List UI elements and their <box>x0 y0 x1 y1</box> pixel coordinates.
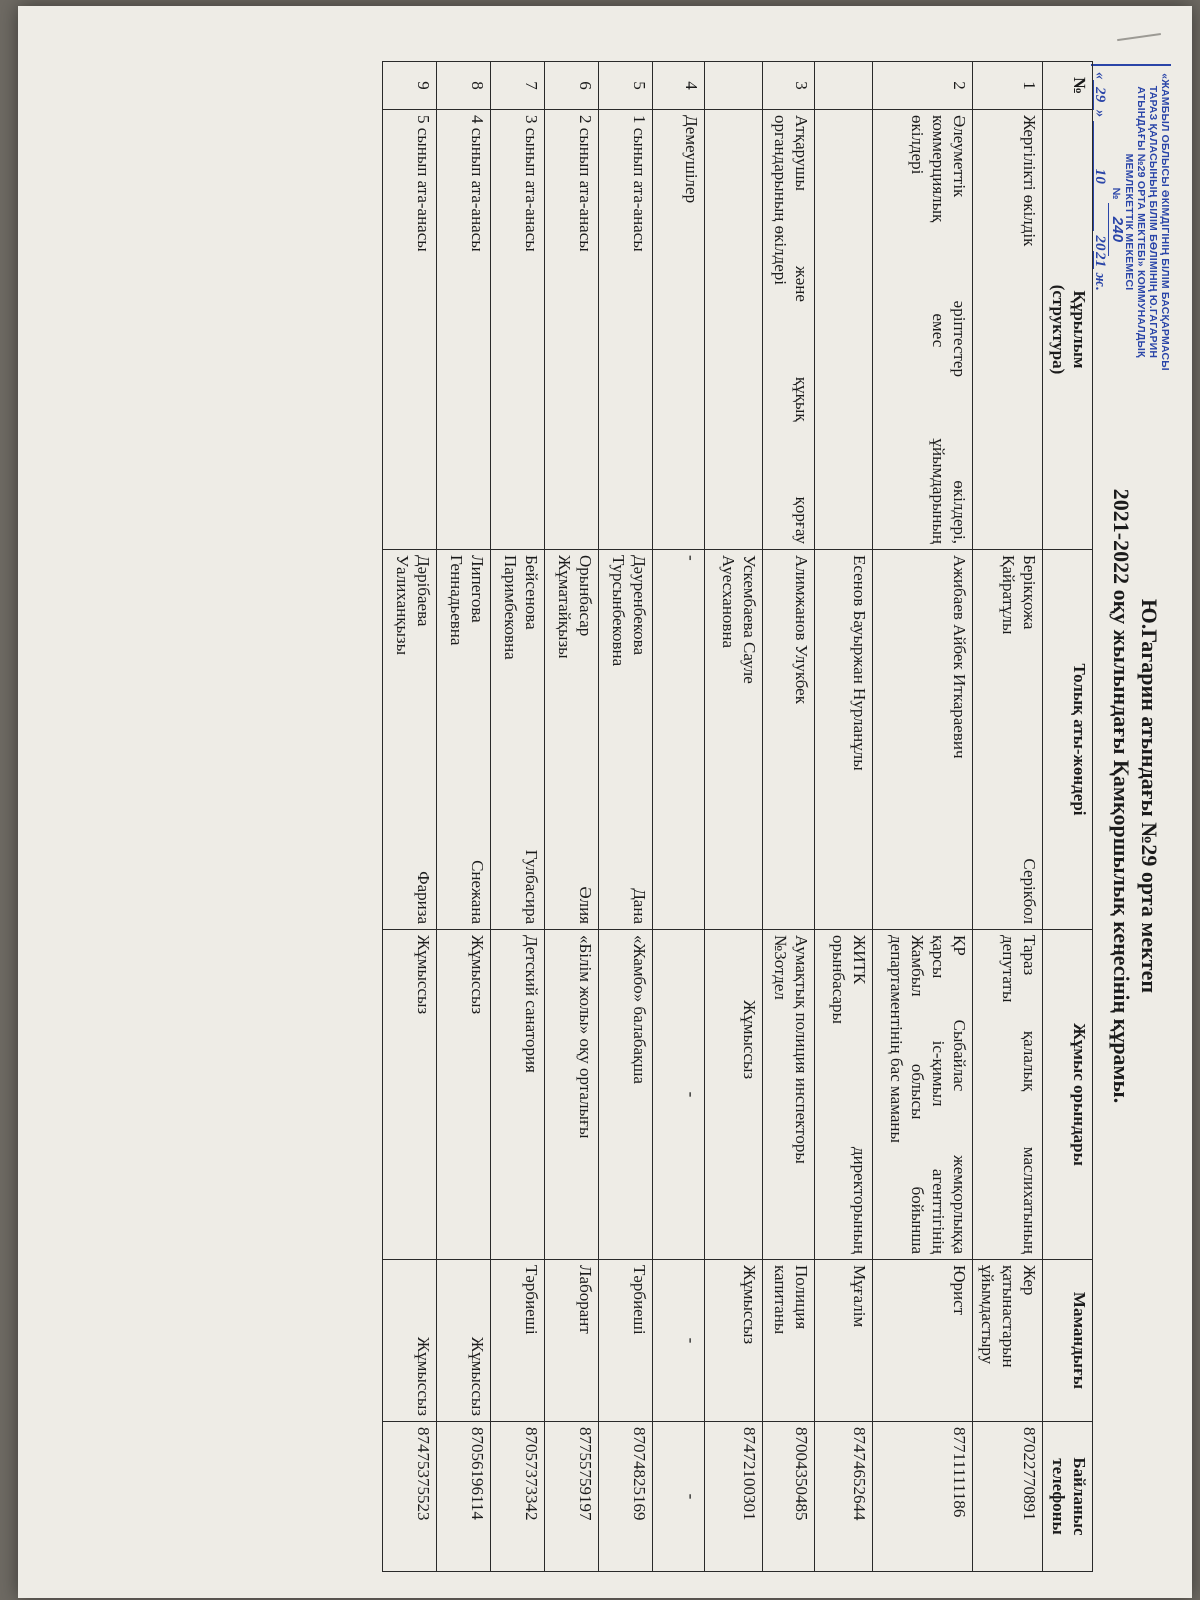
table-row <box>545 62 599 1572</box>
row-num <box>815 62 873 110</box>
row-num: 5 <box>599 62 653 110</box>
row-work <box>763 930 815 1260</box>
table-row <box>437 62 491 1572</box>
row-name-l1: Бейсенова Гулбасира <box>522 555 541 924</box>
official-stamp <box>1091 64 1171 372</box>
document-title <box>1107 386 1163 1206</box>
table-row <box>491 62 545 1572</box>
row-num <box>705 62 763 110</box>
row-profession <box>873 1260 973 1422</box>
row-work-l1: ҚР Сыбайлас жемқорлыққа <box>950 935 969 1254</box>
row-name-l2: Геннадьевна <box>447 555 466 646</box>
row-prof-l2: қатынастарын <box>999 1265 1018 1368</box>
row-work-l4: департаментінің бас маманы <box>887 935 906 1143</box>
row-phone: 87711111186 <box>873 1422 973 1572</box>
row-phone: - <box>653 1422 705 1572</box>
row-name <box>973 550 1043 930</box>
row-name-l1: Есенов Бауыржан Нурланұлы <box>850 555 869 771</box>
row-profession <box>763 1260 815 1422</box>
row-structure <box>763 110 815 550</box>
row-work-l2: №3отдел <box>771 935 790 1000</box>
row-name <box>653 550 705 930</box>
stamp-year-unit: ж. <box>1092 272 1108 292</box>
row-structure: 5 сынып ата-анасы <box>383 110 437 550</box>
table-row <box>599 62 653 1572</box>
row-work <box>873 930 973 1260</box>
row-prof-l1: Жер <box>1020 1265 1039 1296</box>
row-name-l2: Ауесхановна <box>719 555 738 649</box>
stamp-line: «ЖАМБЫЛ ОБЛЫСЫ ӘКІМДІГІНІҢ БІЛІМ БАСҚАРМАСЫ <box>1159 73 1171 371</box>
row-structure-l1: Әлеуметтік әріптестер өкілдері, <box>950 115 969 544</box>
row-structure-l2: коммерциялық емес ұйымдарының <box>929 115 948 544</box>
header-phone-l2: телефоны <box>1049 1458 1068 1535</box>
row-work-l3: Жамбыл облысы бойынша <box>908 935 927 1254</box>
row-phone: 87474652644 <box>815 1422 873 1572</box>
row-name <box>763 550 815 930</box>
row-name <box>599 550 653 930</box>
row-prof-l1: Тәрбиеші <box>522 1265 541 1335</box>
row-phone: 87472100301 <box>705 1422 763 1572</box>
row-work <box>545 930 599 1260</box>
row-profession <box>815 1260 873 1422</box>
row-work-l1: «Жамбо» балабақша <box>630 935 649 1084</box>
row-phone: 87475375523 <box>383 1422 437 1572</box>
stamp-no-value: 240 <box>1108 203 1126 257</box>
row-name-l1: Липегова Снежана <box>468 555 487 924</box>
row-name-l2: Жұматайқызы <box>555 555 574 659</box>
row-name-l1: Орынбасар Әлия <box>576 555 595 924</box>
header-structure-l1: Құрылым <box>1070 290 1089 369</box>
row-structure: Демеушілер <box>653 110 705 550</box>
row-structure: 2 сынып ата-анасы <box>545 110 599 550</box>
row-structure <box>815 110 873 550</box>
row-prof-l1: Юрист <box>950 1265 969 1316</box>
row-profession <box>545 1260 599 1422</box>
row-name-l1: Ажибаев Айбек Иткараевич <box>950 555 969 759</box>
table-row <box>705 62 763 1572</box>
row-prof-l1: Жұмыссыз <box>740 1265 759 1345</box>
row-work <box>599 930 653 1260</box>
row-phone: 87074825169 <box>599 1422 653 1572</box>
row-num: 9 <box>383 62 437 110</box>
header-num: № <box>1043 62 1093 110</box>
row-phone: 87004350485 <box>763 1422 815 1572</box>
row-num: 1 <box>973 62 1043 110</box>
row-name <box>815 550 873 930</box>
document-paper <box>18 6 1192 1598</box>
row-name <box>705 550 763 930</box>
row-work-l1: Жұмыссыз <box>468 935 487 1015</box>
row-name-l2: Турсынбековна <box>609 555 628 667</box>
row-work <box>653 930 705 1260</box>
row-profession <box>491 1260 545 1422</box>
header-phone-l1: Байланыс <box>1070 1457 1089 1536</box>
row-structure <box>705 110 763 550</box>
table-row <box>653 62 705 1572</box>
row-structure: Жергілікті өкілдік <box>973 110 1043 550</box>
table-row <box>815 62 873 1572</box>
header-phone <box>1043 1422 1093 1572</box>
stamp-year-prefix: 20 <box>1092 235 1108 251</box>
row-prof-l1: - <box>682 1337 701 1344</box>
stamp-date: «29» 10 2021 ж. <box>1092 72 1108 292</box>
row-work <box>437 930 491 1260</box>
row-work <box>491 930 545 1260</box>
row-num: 8 <box>437 62 491 110</box>
row-name-l2: Уалиханқызы <box>393 555 412 656</box>
row-phone: 87057373342 <box>491 1422 545 1572</box>
row-work <box>383 930 437 1260</box>
row-structure: 4 сынып ата-анасы <box>437 110 491 550</box>
row-profession <box>653 1260 705 1422</box>
row-phone: 87056196114 <box>437 1422 491 1572</box>
row-name-l1: Ускембаева Сауле <box>740 555 759 684</box>
row-prof-l1: Жұмыссыз <box>414 1336 433 1416</box>
row-name <box>545 550 599 930</box>
row-work-l2: орынбасары <box>829 935 848 1024</box>
row-prof-l3: ұйымдастыру <box>978 1265 997 1365</box>
table-row <box>873 62 973 1572</box>
row-name-l1: Дәрібаева Фариза <box>414 555 433 924</box>
table-row <box>763 62 815 1572</box>
rotated-document <box>73 56 1173 1576</box>
row-num: 2 <box>873 62 973 110</box>
row-phone: 87022770891 <box>973 1422 1043 1572</box>
row-name-l2: Қайратұлы <box>999 555 1018 635</box>
row-work <box>815 930 873 1260</box>
row-work-l1: Аумақтық полиция инспекторы <box>792 935 811 1164</box>
row-prof-l1: Полиция <box>792 1265 811 1330</box>
header-name: Толық аты-жөндері <box>1043 550 1093 930</box>
row-profession <box>973 1260 1043 1422</box>
table-row <box>383 62 437 1572</box>
row-work-l1: Детский санатория <box>522 935 541 1073</box>
stamp-month: 10 <box>1093 121 1106 231</box>
row-work-l1: Жұмыссыз <box>740 1000 759 1080</box>
row-name <box>873 550 973 930</box>
row-name-l1: Дәуренбекова Дана <box>630 555 649 924</box>
row-num: 4 <box>653 62 705 110</box>
row-work-l1: «Білім жолы» оқу орталығы <box>576 935 595 1139</box>
row-profession <box>383 1260 437 1422</box>
title-line-1: Ю.Гагарин атындағы №29 орта мектеп <box>1137 598 1162 994</box>
row-work-l1: Жұмыссыз <box>414 935 433 1015</box>
row-num: 3 <box>763 62 815 110</box>
header-structure-l2: (структура) <box>1049 284 1068 375</box>
row-name-l1: Алимжанов Улукбек <box>792 555 811 704</box>
row-num: 6 <box>545 62 599 110</box>
council-table <box>382 61 1093 1572</box>
stamp-year-suffix: 21 <box>1092 252 1108 268</box>
row-profession <box>705 1260 763 1422</box>
stamp-number <box>1109 72 1126 372</box>
stamp-line: МЕМЛЕКЕТТІК МЕКЕМЕСІ <box>1123 153 1135 291</box>
row-name <box>437 550 491 930</box>
row-structure-l3: өкілдері <box>908 115 927 175</box>
row-structure: 1 сынып ата-анасы <box>599 110 653 550</box>
row-prof-l1: Тәрбиеші <box>630 1265 649 1335</box>
row-work <box>705 930 763 1260</box>
row-work-l2: депутаты <box>999 935 1018 1003</box>
row-work-l2: қарсы іс-қимыл агенттігінің <box>929 935 948 1254</box>
row-name <box>383 550 437 930</box>
stamp-line: ТАРАЗ ҚАЛАСЫНЫҢ БІЛІМ БӨЛІМІНІҢ Ю.ГАГАРИН <box>1147 85 1159 359</box>
row-prof-l1: Жұмыссыз <box>468 1336 487 1416</box>
row-structure <box>873 110 973 550</box>
row-profession <box>437 1260 491 1422</box>
header-work: Жұмыс орындары <box>1043 930 1093 1260</box>
row-num: 7 <box>491 62 545 110</box>
header-structure <box>1043 110 1093 550</box>
row-work-l1: Тараз қалалық маслихатының <box>1020 935 1039 1254</box>
title-line-2: 2021-2022 оқу жылындағы Қамқоршылық кеңесінің құрамы. <box>1109 488 1134 1104</box>
row-name-l2: Паримбековна <box>501 555 520 660</box>
table-row <box>973 62 1043 1572</box>
row-structure-l1: Атқарушы және құқық қорғау <box>792 115 811 544</box>
row-work-l1: ЖИТК директорының <box>850 935 869 1254</box>
row-structure-l2: органдарының өкілдері <box>771 115 790 285</box>
row-prof-l1: Мұғалім <box>850 1265 869 1328</box>
row-work-l1: - <box>682 1091 701 1098</box>
stamp-day: 29 <box>1093 80 1106 110</box>
row-name-l1: Берікқожа Серікбол <box>1020 555 1039 924</box>
row-name-l1: - <box>682 555 701 561</box>
stamp-no-label: № <box>1110 187 1122 200</box>
header-profession: Мамандығы <box>1043 1260 1093 1422</box>
row-prof-l1: Лаборант <box>576 1265 595 1334</box>
row-work <box>973 930 1043 1260</box>
row-structure: 3 сынып ата-анасы <box>491 110 545 550</box>
stamp-line: АТЫНДАҒЫ №29 ОРТА МЕКТЕБІ» КОММУНАЛДЫҚ <box>1135 86 1147 358</box>
table-header-row <box>1043 62 1093 1572</box>
row-prof-l2: капитаны <box>771 1265 790 1335</box>
row-profession <box>599 1260 653 1422</box>
row-phone: 87755759197 <box>545 1422 599 1572</box>
row-name <box>491 550 545 930</box>
paper-clip-mark <box>1117 33 1163 55</box>
